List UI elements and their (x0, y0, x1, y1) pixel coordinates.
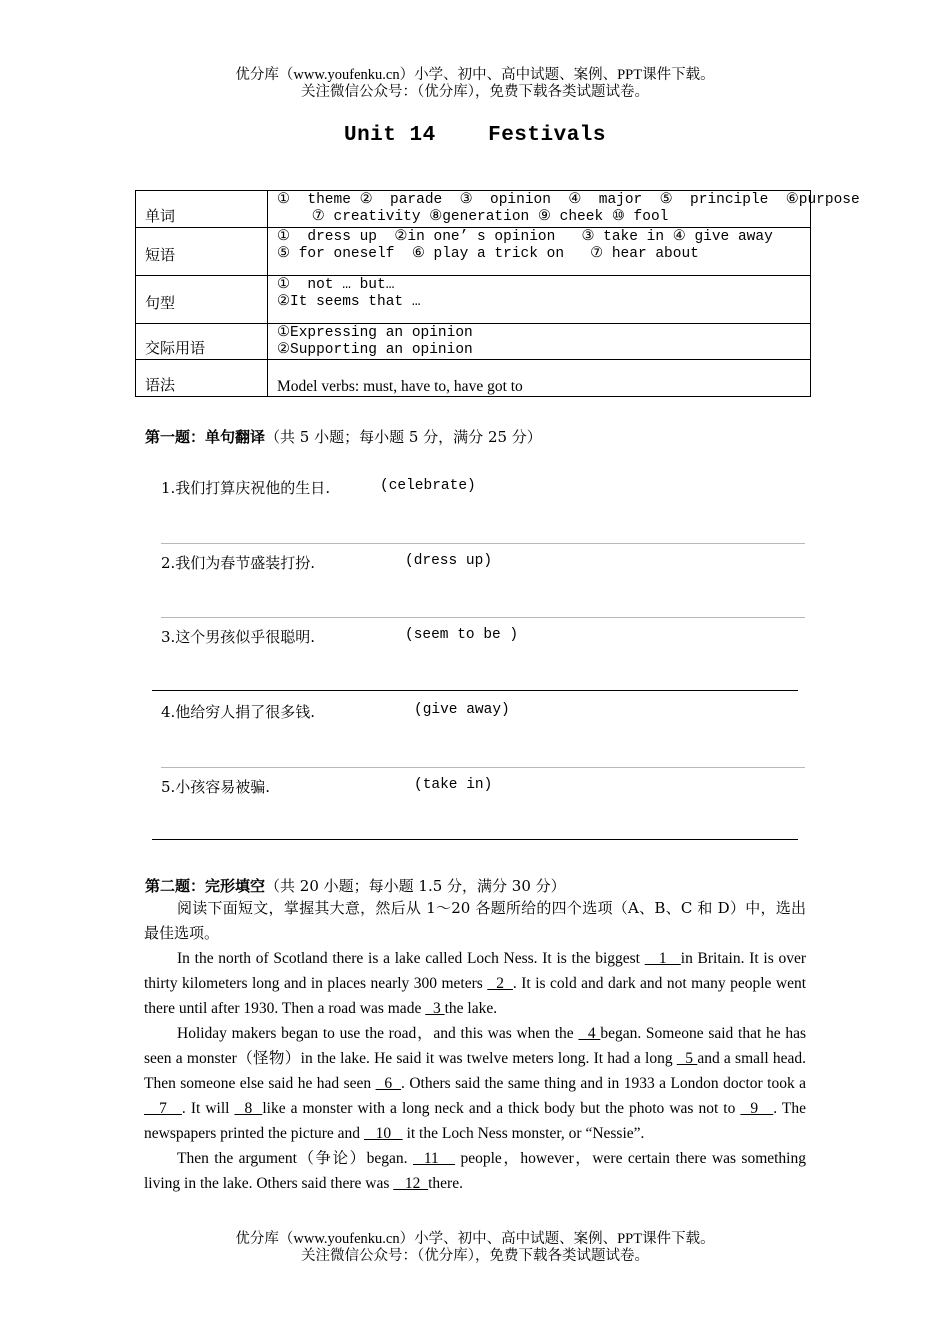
row-line: ①Expressing an opinion (277, 325, 473, 341)
blank-2[interactable]: 2 (487, 975, 513, 992)
answer-line-1[interactable] (161, 543, 805, 544)
row-line: Model verbs: must, have to, have got to (277, 378, 523, 395)
question-text: 3.这个男孩似乎很聪明. (161, 628, 316, 646)
question-hint: (give away) (414, 702, 510, 718)
row-line: ① not … but… (277, 277, 395, 293)
text-run: Holiday makers began to use the road，and this was when the (177, 1025, 579, 1042)
footer-line-2: 关注微信公众号：（优分库），免费下载各类试题试卷。 (301, 1248, 649, 1264)
blank-1[interactable]: 1 (644, 950, 681, 967)
text-run: began. Someone said that he has seen a monster（怪物）in the lake. He said it was twelve meters long. It had a long (144, 1025, 807, 1067)
row-label: 语法 (136, 360, 268, 397)
text-run: . It is cold and dark and not many people went there until after 1930. Then a road was made (144, 975, 806, 1017)
question-1 (161, 477, 476, 498)
section2-title: 第二题：完形填空 (145, 877, 266, 895)
text-run: people，however，were certain there was something living in the lake. Others said there was (144, 1150, 806, 1192)
summary-row-words (136, 191, 811, 228)
question-text: 4.他给穷人捐了很多钱. (161, 703, 316, 721)
row-label: 短语 (136, 228, 268, 276)
row-line: ① theme ② parade ③ opinion ④ major ⑤ principle ⑥purpose (277, 192, 860, 208)
row-content (268, 324, 811, 360)
row-line: ②Supporting an opinion (277, 342, 473, 358)
blank-5[interactable]: 5 (676, 1050, 698, 1067)
question-5 (161, 776, 493, 797)
section2-desc: （共 20 小题；每小题 1.5 分，满分 30 分） (265, 877, 566, 895)
blank-9[interactable]: 9 (740, 1100, 774, 1117)
question-text: 2.我们为春节盛装打扮. (161, 554, 316, 572)
question-hint: (celebrate) (380, 478, 476, 494)
question-text: 1.我们打算庆祝他的生日. (161, 479, 331, 497)
section2-heading (145, 875, 566, 896)
question-4 (161, 701, 510, 722)
answer-line-5[interactable] (152, 839, 798, 840)
blank-4[interactable]: 4 (578, 1025, 601, 1042)
question-hint: (seem to be ) (405, 627, 519, 643)
row-line: ②It seems that … (277, 294, 421, 310)
row-line: ⑤ for oneself ⑥ play a trick on ⑦ hear about (277, 246, 699, 262)
section1-heading (145, 426, 542, 447)
row-label: 单词 (136, 191, 268, 228)
blank-8[interactable]: 8 (234, 1100, 263, 1117)
row-line: ① dress up ②in one’ s opinion ③ take in ④ give away (277, 229, 773, 245)
page-title: Unit 14 Festivals (343, 124, 607, 147)
question-hint: (take in) (414, 777, 493, 793)
header-line-1: 优分库（www.youfenku.cn）小学、初中、高中试题、案例、PPT课件下载。 (235, 67, 715, 83)
text-run: like a monster with a long neck and a thick body but the photo was not to (262, 1100, 741, 1117)
text-run: and a small head. Then someone else said he had seen (144, 1050, 807, 1092)
blank-11[interactable]: 11 (412, 1150, 456, 1167)
paragraph-2 (144, 1021, 806, 1146)
answer-line-4[interactable] (161, 767, 805, 768)
text-run: the lake. (444, 1000, 498, 1017)
row-content (268, 360, 811, 397)
question-3 (161, 626, 519, 647)
row-content (268, 191, 860, 228)
row-content (268, 228, 811, 276)
text-run: in Britain. It is over thirty kilometers long and in places nearly 300 meters (144, 950, 807, 992)
question-hint: (dress up) (405, 553, 493, 569)
question-2 (161, 552, 493, 573)
blank-7[interactable]: 7 (144, 1100, 182, 1117)
footer-line-1: 优分库（www.youfenku.cn）小学、初中、高中试题、案例、PPT课件下载。 (235, 1231, 715, 1247)
blank-6[interactable]: 6 (375, 1075, 402, 1092)
row-line: ⑦ creativity ⑧generation ⑨ cheek ⑩ fool (277, 209, 669, 225)
text-run: In the north of Scotland there is a lake called Loch Ness. It is the biggest (177, 950, 645, 967)
summary-row-communication (136, 324, 811, 360)
summary-row-phrases (136, 228, 811, 276)
section1-title: 第一题：单句翻译 (145, 428, 266, 446)
text-run: there. (428, 1175, 463, 1192)
blank-3[interactable]: 3 (425, 1000, 445, 1017)
text-run: it the Loch Ness monster, or “Nessie”. (402, 1125, 645, 1142)
row-label: 句型 (136, 276, 268, 324)
text-run: Then the argument（争论）began. (177, 1150, 413, 1167)
cloze-passage (144, 896, 806, 1196)
site-footer (0, 1231, 950, 1265)
question-text: 5.小孩容易被骗. (161, 778, 271, 796)
blank-12[interactable]: 12 (393, 1175, 429, 1192)
blank-10[interactable]: 10 (363, 1125, 403, 1142)
summary-row-sentences (136, 276, 811, 324)
paragraph-3 (144, 1146, 806, 1196)
summary-row-grammar (136, 360, 811, 397)
instruction: 阅读下面短文，掌握其大意，然后从 1～20 各题所给的四个选项（A、B、C 和 D）中，选出最佳选项。 (144, 899, 806, 942)
row-label: 交际用语 (136, 324, 268, 360)
row-content (268, 276, 811, 324)
text-run: . It will (181, 1100, 235, 1117)
paragraph-1 (144, 946, 806, 1021)
header-line-2: 关注微信公众号：（优分库），免费下载各类试题试卷。 (301, 84, 649, 100)
answer-line-2[interactable] (161, 617, 805, 618)
summary-table (135, 190, 860, 397)
text-run: . Others said the same thing and in 1933 a London doctor took a (401, 1075, 807, 1092)
answer-line-3[interactable] (152, 690, 798, 691)
site-header (0, 67, 950, 101)
text-run: . The newspapers printed the picture and (144, 1100, 806, 1142)
section1-desc: （共 5 小题；每小题 5 分，满分 25 分） (265, 428, 542, 446)
